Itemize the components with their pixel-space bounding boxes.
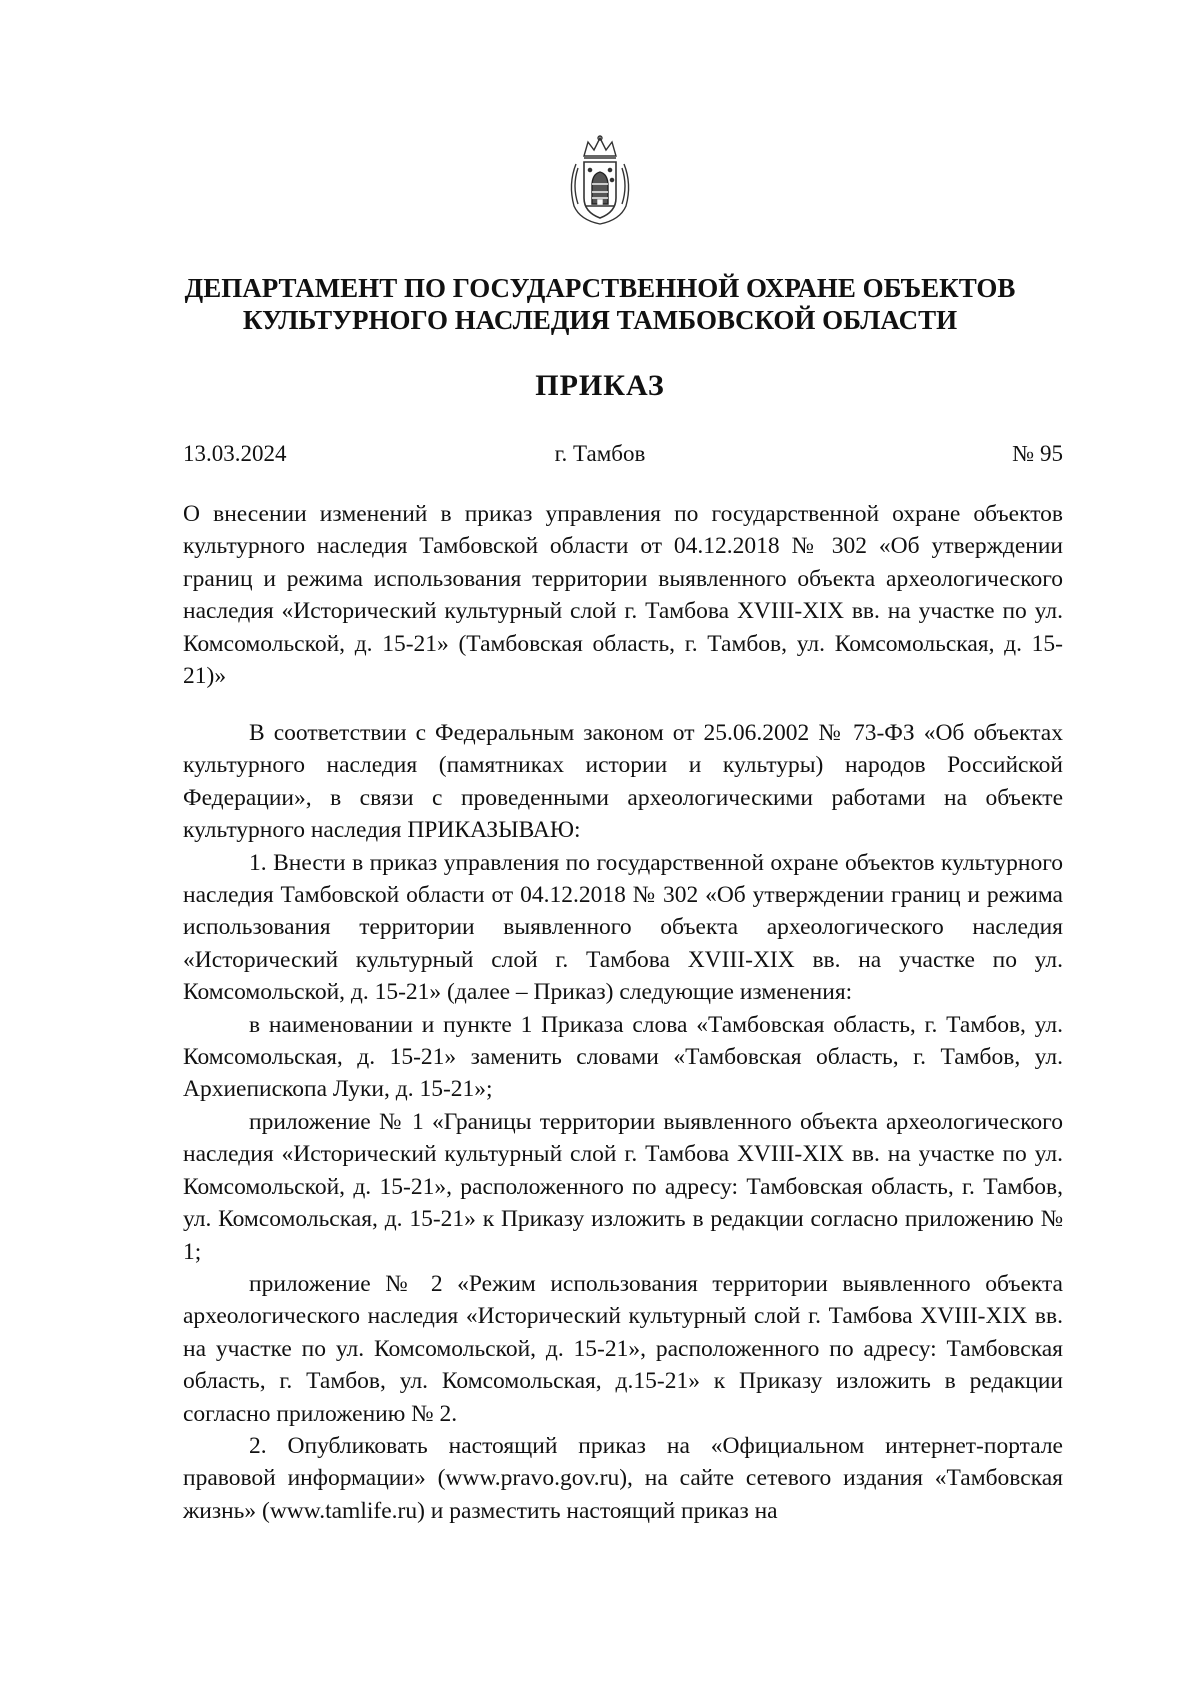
title-text: О внесении изменений в приказ управления по государственной охране объектов культурного наследия Тамбовской области от 04.12.2018 № 302 «Об утверждении границ и режима использования территории выявленного объекта археологического наследия «Исторический культурный слой г. Тамбова XVIII-XIX вв. на участке по ул. Комсомольской, д. 15-21» (Тамбовская область, г. Тамбов, ул. Комсомольская, д. 15-21)» (183, 501, 1063, 690)
change-2-paragraph: приложение № 1 «Границы территории выявленного объекта археологического наследия «Исторический культурный слой г. Тамбова XVIII-XIX вв. на участке по ул. Комсомольской, д. 15-21», расположенного по адресу: Тамбовская область, г. Тамбов, ул. Комсомольская, д. 15-21» к Приказу изложить в редакции согласно приложению № 1; (183, 1108, 1063, 1265)
organization-name-line-2: КУЛЬТУРНОГО НАСЛЕДИЯ ТАМБОВСКОЙ ОБЛАСТИ (242, 305, 958, 335)
item-1-paragraph: 1. Внести в приказ управления по государственной охране объектов культурного наследия Тамбовской области от 04.12.2018 № 302 «Об утверждении границ и режима использования территории выявленного объекта археологического наследия «Исторический культурный слой г. Тамбова XVIII-XIX вв. на участке по ул. Комсомольской, д. 15-21» (далее – Приказ) следующие изменения: (183, 849, 1063, 1006)
item-2-paragraph: 2. Опубликовать настоящий приказ на «Официальном интернет-портале правовой информации» (www.pravo.gov.ru), на сайте сетевого издания «Тамбовская жизнь» (www.tamlife.ru) и разместить настоящий приказ на (183, 1432, 1063, 1524)
document-city: г. Тамбов (554, 441, 646, 466)
document-date: 13.03.2024 (183, 441, 287, 466)
tambov-coat-of-arms-icon (566, 134, 634, 228)
document-number: № 95 (1012, 441, 1063, 466)
organization-name (150, 272, 1050, 336)
document-type: ПРИКАЗ (535, 369, 665, 402)
change-3-paragraph: приложение № 2 «Режим использования территории выявленного объекта археологического наследия «Исторический культурный слой г. Тамбова XVIII-XIX вв. на участке по ул. Комсомольской, д. 15-21», расположенного по адресу: Тамбовская область, г. Тамбов, ул. Комсомольская, д.15-21» к Приказу изложить в редакции согласно приложению № 2. (183, 1270, 1063, 1427)
change-1-paragraph: в наименовании и пункте 1 Приказа слова «Тамбовская область, г. Тамбов, ул. Комсомольская, д. 15-21» заменить словами «Тамбовская область, г. Тамбов, ул. Архиепископа Луки, д. 15-21»; (183, 1011, 1063, 1103)
preamble-paragraph: В соответствии с Федеральным законом от 25.06.2002 № 73-ФЗ «Об объектах культурного наследия (памятниках истории и культуры) народов Российской Федерации», в связи с проведенными археологическими работами на объекте культурного наследия ПРИКАЗЫВАЮ: (183, 720, 1063, 844)
document-title (183, 498, 1063, 692)
document-body (183, 717, 1063, 1527)
organization-name-line-1: ДЕПАРТАМЕНТ ПО ГОСУДАРСТВЕННОЙ ОХРАНЕ ОБЪЕКТОВ (184, 273, 1016, 303)
